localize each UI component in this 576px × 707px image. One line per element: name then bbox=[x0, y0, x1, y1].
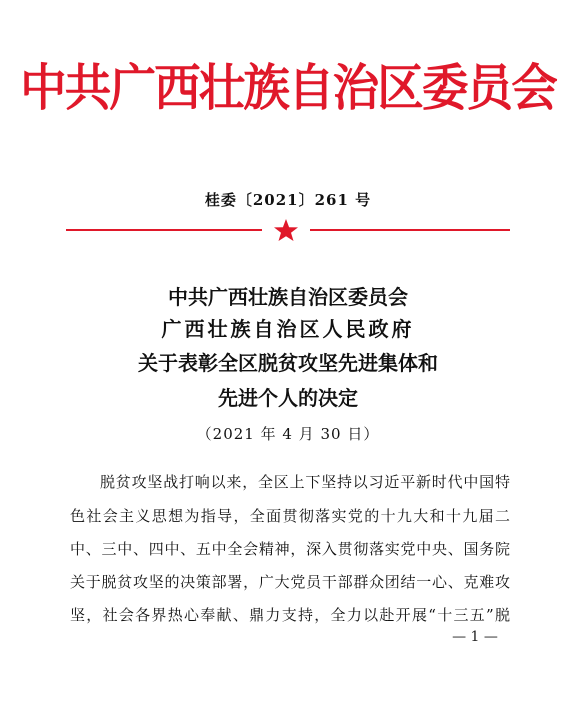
divider-rule-left bbox=[66, 229, 262, 231]
document-number: 桂委〔2021〕261 号 bbox=[204, 191, 372, 209]
divider-rule-right bbox=[310, 229, 510, 231]
red-divider bbox=[66, 218, 510, 242]
body-text-line: 中、三中、四中、五中全会精神，深入贯彻落实党中央、国务院 bbox=[70, 540, 510, 558]
body-text-line: 关于脱贫攻坚的决策部署，广大党员干部群众团结一心、克难攻 bbox=[70, 573, 510, 591]
document-date: （2021 年 4 月 30 日） bbox=[196, 425, 380, 443]
title-subject-line1: 关于表彰全区脱贫攻坚先进集体和 bbox=[138, 351, 438, 375]
page-number: — 1 — bbox=[452, 629, 498, 645]
body-text-line: 坚，社会各界热心奉献、鼎力支持，全力以赴开展“十三五”脱 bbox=[70, 606, 510, 624]
body-text-line: 色社会主义思想为指导，全面贯彻落实党的十九大和十九届二 bbox=[70, 507, 510, 525]
star-icon bbox=[273, 218, 299, 242]
title-issuer-government: 广西壮族自治区人民政府 bbox=[161, 317, 415, 341]
title-subject-line2: 先进个人的决定 bbox=[218, 386, 358, 410]
title-issuer-committee: 中共广西壮族自治区委员会 bbox=[168, 285, 408, 309]
star-shape bbox=[274, 219, 298, 241]
masthead-title: 中共广西壮族自治区委员会 bbox=[20, 59, 556, 117]
body-text-line: 脱贫攻坚战打响以来，全区上下坚持以习近平新时代中国特 bbox=[100, 473, 510, 491]
